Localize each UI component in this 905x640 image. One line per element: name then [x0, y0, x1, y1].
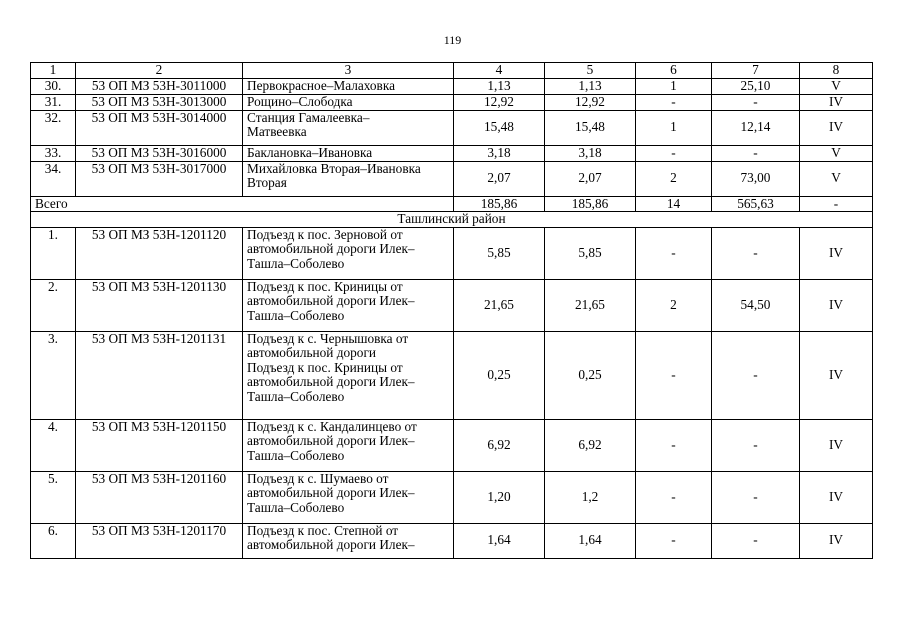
value-c7: -: [712, 331, 800, 419]
row-number: 30.: [31, 78, 76, 94]
value-c6: -: [636, 227, 712, 279]
road-name-line: Подъезд к пос. Зерновой от: [247, 226, 403, 242]
road-name-line: Ташла–Соболево: [247, 499, 345, 515]
road-code: 53 ОП МЗ 53Н-3017000: [76, 161, 243, 196]
header-cell: 3: [243, 63, 454, 79]
table-row: [31, 161, 873, 196]
header-cell: 1: [31, 63, 76, 79]
value-c5: 2,07: [545, 161, 636, 196]
road-code: 53 ОП МЗ 53Н-1201131: [76, 331, 243, 419]
value-c6: -: [636, 523, 712, 558]
header-cell: 6: [636, 63, 712, 79]
road-code: 53 ОП МЗ 53Н-1201170: [76, 523, 243, 558]
value-c8: V: [800, 145, 873, 161]
value-c7: 54,50: [712, 279, 800, 331]
table-row: [31, 331, 873, 419]
total-row: [31, 196, 873, 212]
road-name: [243, 110, 454, 145]
road-name: [243, 227, 454, 279]
value-c5: 0,25: [545, 331, 636, 419]
table-row: [31, 471, 873, 523]
value-c5: 3,18: [545, 145, 636, 161]
road-name-line: Подъезд к с. Шумаево от: [247, 470, 389, 486]
road-code: 53 ОП МЗ 53Н-3014000: [76, 110, 243, 145]
road-name: [243, 279, 454, 331]
table-row: [31, 279, 873, 331]
value-c5: 15,48: [545, 110, 636, 145]
road-name-line: автомобильной дороги: [247, 345, 377, 360]
row-number: 3.: [31, 331, 76, 419]
total-c4: 185,86: [454, 196, 545, 212]
road-name: [243, 78, 454, 94]
road-code: 53 ОП МЗ 53Н-1201150: [76, 419, 243, 471]
road-name: [243, 523, 454, 558]
value-c7: -: [712, 227, 800, 279]
row-number: 1.: [31, 227, 76, 279]
road-name-line: Подъезд к пос. Криницы от: [247, 359, 403, 375]
value-c4: 2,07: [454, 161, 545, 196]
value-c6: -: [636, 471, 712, 523]
value-c4: 1,20: [454, 471, 545, 523]
value-c5: 5,85: [545, 227, 636, 279]
total-c7: 565,63: [712, 196, 800, 212]
value-c8: IV: [800, 331, 873, 419]
value-c8: IV: [800, 94, 873, 110]
table-row: [31, 145, 873, 161]
value-c5: 1,64: [545, 523, 636, 558]
total-label: Всего: [31, 196, 454, 212]
value-c4: 0,25: [454, 331, 545, 419]
value-c7: -: [712, 419, 800, 471]
value-c7: 12,14: [712, 110, 800, 145]
value-c8: IV: [800, 279, 873, 331]
value-c4: 6,92: [454, 419, 545, 471]
value-c6: 2: [636, 161, 712, 196]
value-c8: IV: [800, 523, 873, 558]
value-c4: 1,13: [454, 78, 545, 94]
value-c8: IV: [800, 227, 873, 279]
row-number: 6.: [31, 523, 76, 558]
road-name-line: Подъезд к пос. Криницы от: [247, 278, 403, 294]
road-name-line: автомобильной дороги Илек–: [247, 485, 415, 500]
total-c6: 14: [636, 196, 712, 212]
value-c6: 1: [636, 110, 712, 145]
road-code: 53 ОП МЗ 53Н-3013000: [76, 94, 243, 110]
road-name-line: автомобильной дороги Илек–: [247, 374, 415, 389]
header-cell: 7: [712, 63, 800, 79]
road-name-line: Рощино–Слободка: [247, 93, 353, 109]
value-c4: 5,85: [454, 227, 545, 279]
roads-table: [30, 62, 873, 559]
road-name: [243, 419, 454, 471]
value-c7: 73,00: [712, 161, 800, 196]
table-row: [31, 227, 873, 279]
road-code: 53 ОП МЗ 53Н-1201130: [76, 279, 243, 331]
road-name: [243, 145, 454, 161]
road-name-line: Подъезд к с. Чернышовка от: [247, 330, 409, 346]
value-c8: IV: [800, 471, 873, 523]
road-name: [243, 161, 454, 196]
row-number: 34.: [31, 161, 76, 196]
table-row: [31, 110, 873, 145]
value-c4: 15,48: [454, 110, 545, 145]
value-c8: IV: [800, 419, 873, 471]
page-number: 119: [443, 33, 462, 47]
value-c7: 25,10: [712, 78, 800, 94]
road-name-line: Ташла–Соболево: [247, 447, 345, 463]
header-cell: 2: [76, 63, 243, 79]
row-number: 2.: [31, 279, 76, 331]
value-c4: 1,64: [454, 523, 545, 558]
row-number: 31.: [31, 94, 76, 110]
section-row: [31, 212, 873, 228]
value-c7: -: [712, 145, 800, 161]
value-c6: 1: [636, 78, 712, 94]
value-c5: 12,92: [545, 94, 636, 110]
row-number: 33.: [31, 145, 76, 161]
value-c8: V: [800, 161, 873, 196]
road-name: [243, 471, 454, 523]
value-c5: 1,13: [545, 78, 636, 94]
road-name-line: Михайловка Вторая–Ивановка: [247, 160, 421, 176]
road-name-line: Первокрасное–Малаховка: [247, 77, 395, 93]
section-title: Ташлинский район: [31, 212, 873, 228]
value-c7: -: [712, 471, 800, 523]
road-code: 53 ОП МЗ 53Н-1201160: [76, 471, 243, 523]
value-c5: 21,65: [545, 279, 636, 331]
value-c4: 21,65: [454, 279, 545, 331]
value-c5: 1,2: [545, 471, 636, 523]
road-name-line: автомобильной дороги Илек–: [247, 241, 415, 256]
value-c6: -: [636, 145, 712, 161]
road-code: 53 ОП МЗ 53Н-3016000: [76, 145, 243, 161]
road-name-line: Ташла–Соболево: [247, 307, 345, 323]
road-name-line: Вторая: [247, 175, 287, 190]
value-c6: -: [636, 331, 712, 419]
value-c7: -: [712, 94, 800, 110]
road-name: [243, 331, 454, 419]
road-name-line: автомобильной дороги Илек–: [247, 537, 415, 552]
road-code: 53 ОП МЗ 53Н-1201120: [76, 227, 243, 279]
road-name-line: Станция Гамалеевка–: [247, 109, 370, 125]
header-cell: 8: [800, 63, 873, 79]
road-name-line: автомобильной дороги Илек–: [247, 433, 415, 448]
value-c6: -: [636, 94, 712, 110]
road-name-line: Ташла–Соболево: [247, 255, 345, 271]
value-c6: -: [636, 419, 712, 471]
road-name-line: Подъезд к с. Кандалинцево от: [247, 418, 417, 434]
value-c7: -: [712, 523, 800, 558]
row-number: 5.: [31, 471, 76, 523]
road-name-line: Матвеевка: [247, 124, 307, 139]
total-c5: 185,86: [545, 196, 636, 212]
road-name-line: Ташла–Соболево: [247, 388, 345, 404]
road-name: [243, 94, 454, 110]
value-c8: IV: [800, 110, 873, 145]
road-name-line: Баклановка–Ивановка: [247, 144, 373, 160]
header-cell: 5: [545, 63, 636, 79]
value-c6: 2: [636, 279, 712, 331]
road-name-line: Подъезд к пос. Степной от: [247, 522, 399, 538]
value-c5: 6,92: [545, 419, 636, 471]
table-row: [31, 94, 873, 110]
row-number: 4.: [31, 419, 76, 471]
table-row: [31, 78, 873, 94]
road-code: 53 ОП МЗ 53Н-3011000: [76, 78, 243, 94]
header-cell: 4: [454, 63, 545, 79]
road-name-line: автомобильной дороги Илек–: [247, 293, 415, 308]
value-c4: 12,92: [454, 94, 545, 110]
table-row: [31, 523, 873, 558]
table-row: [31, 419, 873, 471]
total-c8: -: [800, 196, 873, 212]
value-c8: V: [800, 78, 873, 94]
value-c4: 3,18: [454, 145, 545, 161]
row-number: 32.: [31, 110, 76, 145]
header-row: [31, 63, 873, 79]
